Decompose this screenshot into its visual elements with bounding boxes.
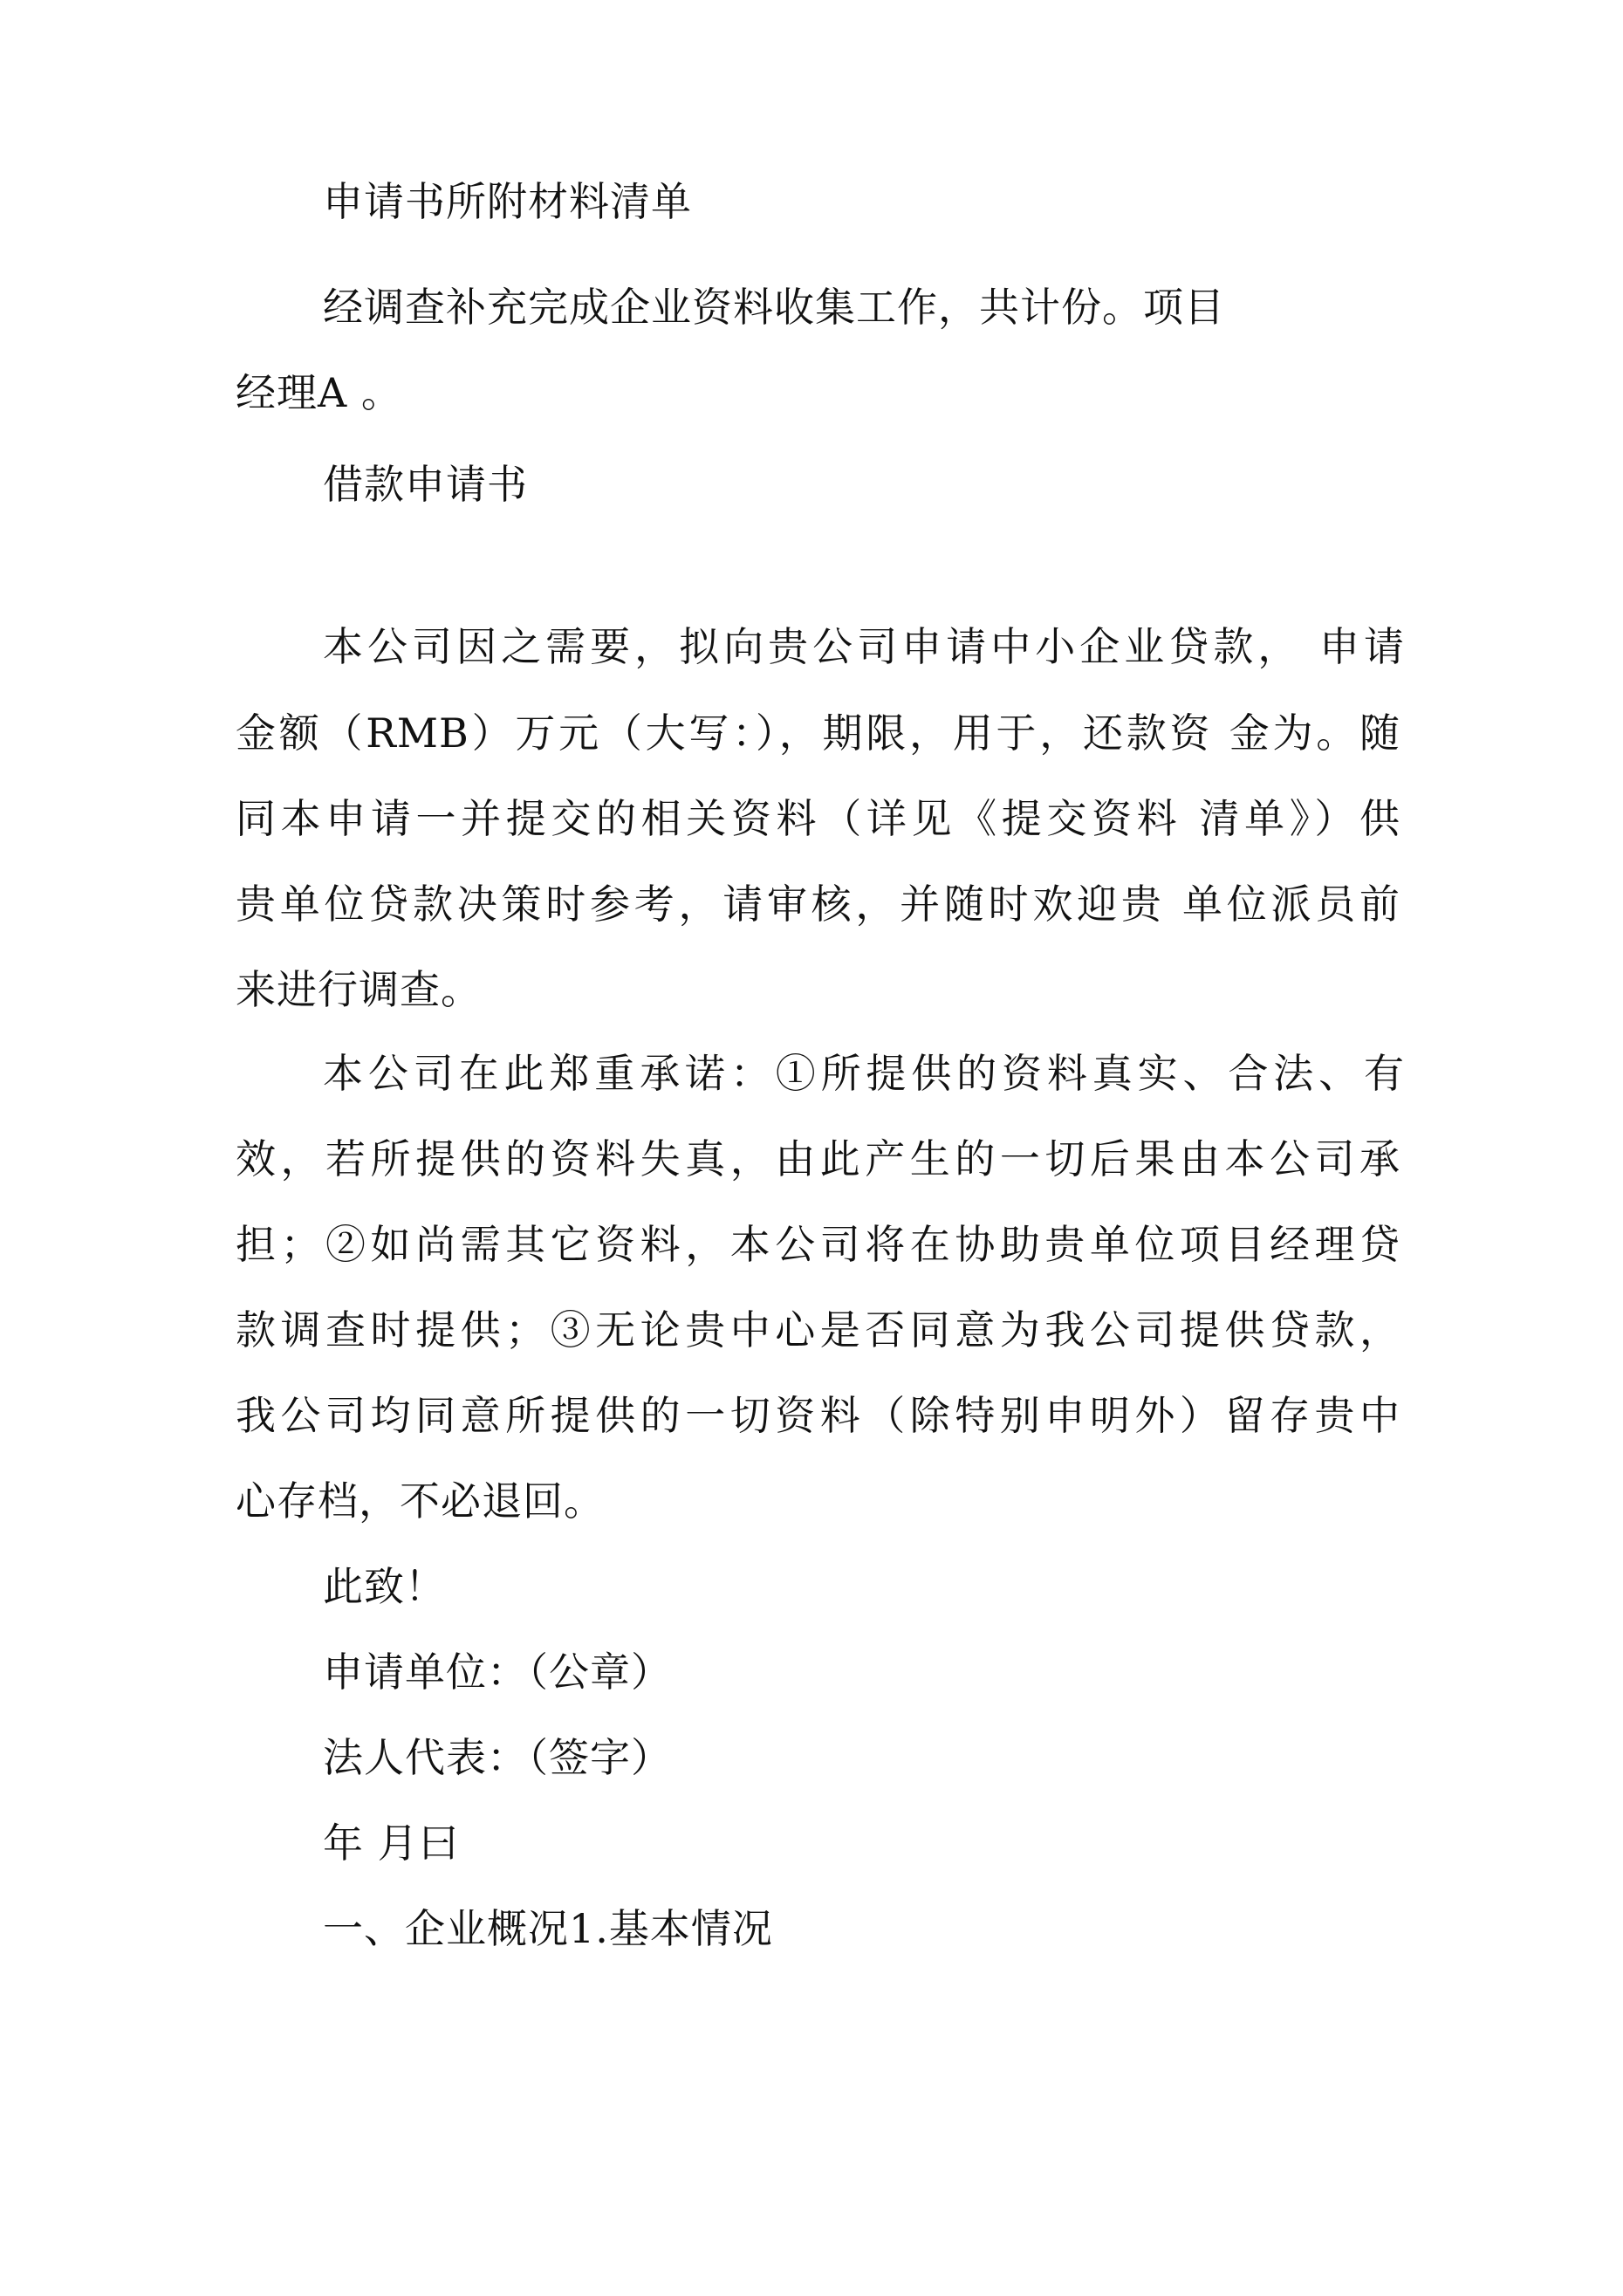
request-paragraph-line: 来进行调查。 [236, 966, 482, 1013]
applicant-unit-line: 申请单位：（公章） [323, 1648, 672, 1696]
request-paragraph-line: 本公司因之需要，拟向贵公司申请中小企业贷款， 申请 [323, 623, 1405, 670]
closing-salutation: 此致！ [323, 1563, 446, 1610]
materials-list-heading: 申请书所附材料清单 [323, 178, 692, 225]
commitment-paragraph-line: 效，若所提供的资料失真，由此产生的一切后果由本公司承 [236, 1135, 1400, 1182]
commitment-paragraph-line: 我公司均同意所提供的一切资料（除特别申明外）留存贵中 [236, 1392, 1400, 1439]
commitment-paragraph-line: 担；②如尚需其它资料，本公司将在协助贵单位项目经理贷 [236, 1221, 1400, 1268]
company-overview-heading: 一、企业概况1.基本情况 [323, 1905, 773, 1952]
commitment-paragraph-line: 心存档，不必退回。 [236, 1477, 605, 1525]
application-heading: 借款申请书 [323, 461, 528, 508]
survey-line-2: 经理A 。 [236, 369, 402, 416]
commitment-paragraph-line: 款调查时提供；③无论贵中心是否同意为我公司提供贷款， [236, 1306, 1400, 1354]
commitment-paragraph-line: 本公司在此郑重承诺：①所提供的资料真实、合法、有 [323, 1050, 1405, 1097]
request-paragraph-line: 同本申请一并提交的相关资料（详见《提交资料 清单》）供 [236, 795, 1400, 842]
request-paragraph-line: 贵单位贷款决策时参考，请审核，并随时欢迎贵 单位派员前 [236, 881, 1400, 928]
survey-line-1: 经调查补充完成企业资料收集工作，共计份。项目 [323, 284, 1225, 331]
request-paragraph-line: 金额（RMB）万元（大写：），期限，用于，还款资 金为。随 [236, 709, 1400, 757]
legal-representative-line: 法人代表：（签字） [323, 1734, 672, 1781]
date-line: 年 月曰 [323, 1820, 460, 1867]
